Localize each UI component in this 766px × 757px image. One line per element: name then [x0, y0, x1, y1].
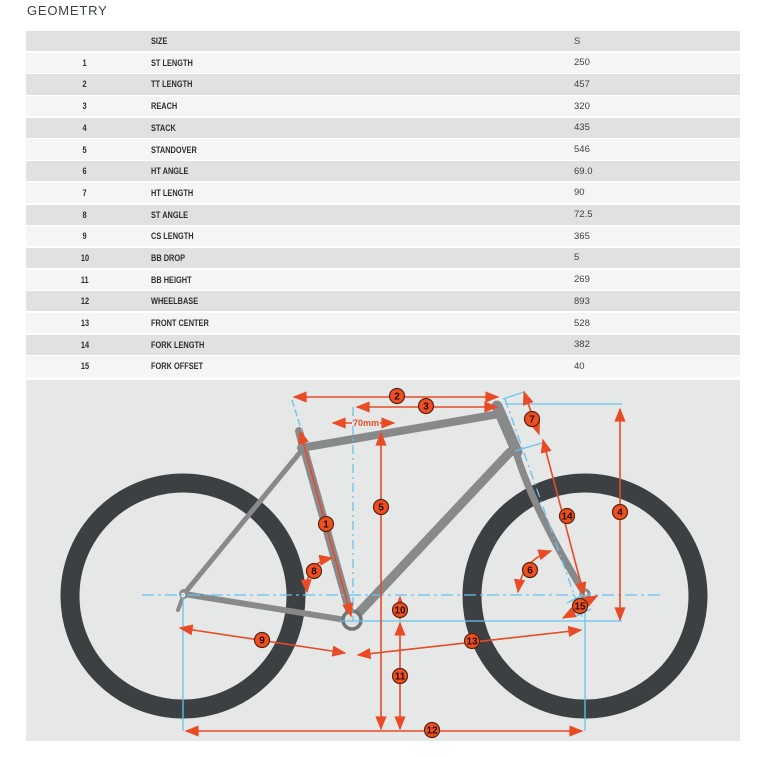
svg-text:11: 11: [394, 671, 406, 683]
row-value: 893: [574, 295, 590, 307]
row-number: 4: [82, 122, 88, 133]
row-number: 3: [82, 101, 88, 112]
callout-6: [523, 563, 538, 578]
row-number: 8: [82, 209, 88, 220]
row-value: 546: [574, 144, 590, 156]
svg-text:12: 12: [426, 725, 438, 737]
svg-text:14: 14: [561, 511, 573, 523]
callout-15: [573, 599, 588, 614]
row-label: STACK: [151, 122, 176, 133]
row-value: 40: [574, 360, 585, 372]
header-size: SIZE: [151, 36, 168, 47]
row-value: 90: [574, 187, 585, 199]
svg-text:10: 10: [394, 605, 406, 617]
row-number: 2: [82, 79, 88, 90]
row-number: 6: [82, 166, 88, 177]
callout-14: [560, 509, 575, 524]
row-value: 5: [574, 252, 580, 264]
svg-text:2: 2: [394, 391, 400, 403]
row-number: 15: [80, 361, 90, 372]
row-label: FORK LENGTH: [151, 339, 205, 350]
svg-text:8: 8: [311, 566, 317, 578]
row-value: 72.5: [574, 209, 593, 221]
row-label: TT LENGTH: [151, 79, 193, 90]
row-value: 365: [574, 230, 590, 242]
svg-text:4: 4: [617, 507, 623, 519]
callout-10: [393, 603, 408, 618]
row-value: 250: [574, 57, 590, 69]
callout-12: [425, 723, 440, 738]
callout-4: [613, 505, 628, 520]
row-value: 382: [574, 339, 590, 351]
svg-text:7: 7: [529, 414, 535, 426]
svg-text:9: 9: [259, 635, 265, 647]
callout-8: [307, 564, 322, 579]
row-value: 320: [574, 100, 590, 112]
callout-11: [393, 669, 408, 684]
row-number: 13: [80, 318, 90, 329]
svg-text:13: 13: [466, 636, 478, 648]
callout-5: [374, 500, 389, 515]
svg-text:6: 6: [527, 565, 533, 577]
svg-text:5: 5: [378, 502, 384, 514]
row-number: 14: [80, 339, 90, 350]
row-label: HT ANGLE: [151, 166, 189, 177]
svg-text:15: 15: [574, 601, 586, 613]
row-value: 528: [574, 317, 590, 329]
row-label: REACH: [151, 101, 178, 112]
row-label: FRONT CENTER: [151, 318, 209, 329]
row-label: HT LENGTH: [151, 187, 194, 198]
row-number: 9: [82, 231, 88, 242]
callout-1: [319, 517, 334, 532]
row-value: 435: [574, 122, 590, 134]
svg-text:3: 3: [423, 401, 429, 413]
callout-9: [255, 633, 270, 648]
callout-7: [525, 412, 540, 427]
row-number: 5: [82, 144, 88, 155]
row-number: 1: [82, 57, 88, 68]
row-label: FORK OFFSET: [151, 361, 204, 372]
row-value: 269: [574, 274, 590, 286]
row-value: 457: [574, 78, 590, 90]
svg-text:1: 1: [323, 519, 329, 531]
row-label: CS LENGTH: [151, 231, 194, 242]
row-label: BB HEIGHT: [151, 274, 192, 285]
row-label: ST ANGLE: [151, 209, 189, 220]
callout-13: [465, 634, 480, 649]
page-title: GEOMETRY: [27, 3, 108, 18]
row-value: 69.0: [574, 165, 593, 177]
bottom-bracket: [343, 611, 361, 629]
row-number: 10: [80, 252, 90, 263]
row-number: 11: [81, 274, 89, 285]
callout-3: [419, 399, 434, 414]
row-number: 12: [80, 296, 90, 307]
callout-2: [390, 389, 405, 404]
row-label: STANDOVER: [151, 144, 197, 155]
header-value: S: [574, 35, 581, 47]
row-label: BB DROP: [151, 252, 186, 263]
row-label: ST LENGTH: [151, 57, 193, 68]
row-label: WHEELBASE: [151, 296, 199, 307]
dim-70mm-label: 70mm: [352, 418, 380, 428]
row-number: 7: [82, 187, 88, 198]
